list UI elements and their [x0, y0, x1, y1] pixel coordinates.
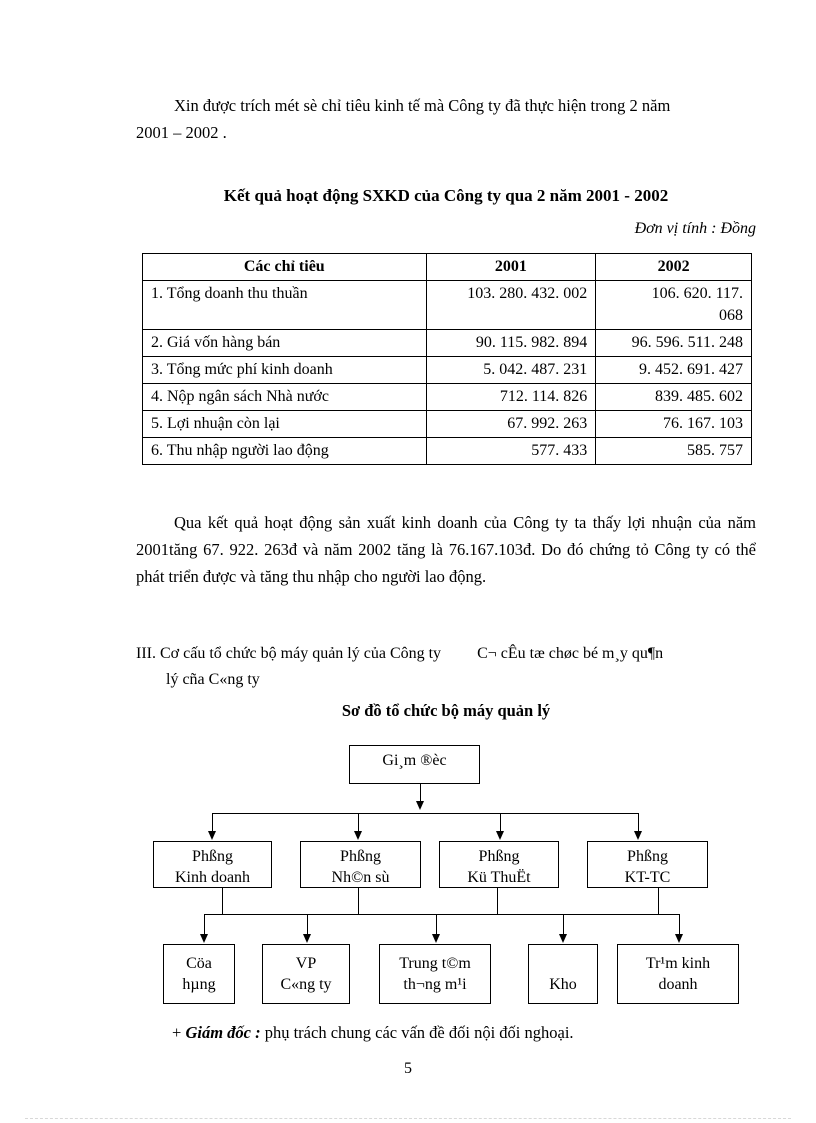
dept-box-nhan-su [300, 841, 421, 888]
unit-label-line-1: VP [295, 955, 317, 972]
header-2001: 2001 [426, 254, 596, 281]
director-note [172, 1020, 772, 1046]
dept-label-line-1: Phßng [478, 848, 520, 865]
arrow-icon [416, 801, 424, 810]
connector-line [658, 888, 659, 914]
row-value-2002: 9. 452. 691. 427 [596, 357, 752, 384]
unit-box-cua-hang [163, 944, 235, 1004]
connector-line [638, 813, 639, 832]
unit-label-line-1: Cöa [186, 955, 212, 972]
row-value-2001: 577. 433 [426, 438, 596, 465]
unit-label-line-2: doanh [658, 976, 698, 993]
unit-label-line-1: Tr¹m kinh [645, 955, 711, 972]
arrow-icon [354, 831, 362, 840]
dept-box-ky-thuat [439, 841, 559, 888]
unit-label: Đơn vị tính : Đồng [634, 220, 756, 237]
director-label: Gi¸m ®èc [382, 752, 447, 769]
analysis-paragraph: Qua kết quả hoạt động sản xuất kinh doanh của Công ty ta thấy lợi nhuận của năm 2001tăng 67. 922. 263đ và năm 2002 tăng là 76.167.103đ. Do đó chứng tỏ Công ty có thể phát triển được và tăng thu nhập cho người lao động. [136, 513, 756, 586]
row-label: 2. Giá vốn hàng bán [143, 330, 427, 357]
connector-line [212, 813, 639, 814]
dept-label-line-1: Phßng [340, 848, 381, 865]
intro-line-2: 2001 – 2002 . [136, 123, 227, 142]
dept-label-line-2: KT-TC [624, 869, 671, 886]
dept-label-line-2: Nh©n sù [331, 869, 390, 886]
table-title: Kết quả hoạt động SXKD của Công ty qua 2 năm 2001 - 2002 [223, 186, 669, 205]
unit-label-line-2: Kho [549, 976, 577, 993]
row-value-2001: 5. 042. 487. 231 [426, 357, 596, 384]
arrow-icon [303, 934, 311, 943]
section-title-garbled: C¬ cÊu tæ chøc bé m¸y qu¶n [477, 645, 664, 662]
unit-label-line-2: th¬ng m¹i [403, 976, 467, 993]
row-value-2002-part2: 068 [719, 307, 743, 324]
arrow-icon [496, 831, 504, 840]
dept-label-line-2: Kü ThuËt [467, 869, 531, 886]
connector-line [679, 914, 680, 935]
connector-line [436, 914, 437, 935]
header-2002: 2002 [596, 254, 752, 281]
row-label: 4. Nộp ngân sách Nhà nước [143, 384, 427, 411]
page-number: 5 [404, 1060, 412, 1077]
row-value-2002: 76. 167. 103 [596, 411, 752, 438]
connector-line [204, 914, 680, 915]
unit-box-tram-kinh-doanh [617, 944, 739, 1004]
note-label: Giám đốc : [185, 1023, 261, 1042]
unit-box-kho [528, 944, 598, 1004]
row-value-2001: 67. 992. 263 [426, 411, 596, 438]
row-label: 1. Tổng doanh thu thuần [143, 281, 427, 330]
row-value-2001: 90. 115. 982. 894 [426, 330, 596, 357]
row-label: 6. Thu nhập người lao động [143, 438, 427, 465]
dept-box-kt-tc [587, 841, 708, 888]
unit-label-line-2: C«ng ty [280, 976, 332, 993]
connector-line [222, 888, 223, 914]
section-number: III. [136, 645, 156, 662]
diagram-title: Sơ đồ tổ chức bộ máy quản lý [341, 701, 551, 720]
connector-line [563, 914, 564, 935]
dept-label-line-1: Phßng [627, 848, 668, 865]
note-text: phụ trách chung các vấn đề đối nội đối nghoại. [260, 1023, 574, 1042]
header-indicator: Các chỉ tiêu [143, 254, 427, 281]
arrow-icon [432, 934, 440, 943]
arrow-icon [634, 831, 642, 840]
section-title: Cơ cấu tổ chức bộ máy quản lý của Công ty [159, 645, 442, 662]
dept-label-line-1: Phßng [192, 848, 233, 865]
connector-line [307, 914, 308, 935]
connector-line [204, 914, 205, 935]
director-box [349, 745, 480, 784]
unit-label-line-1 [529, 953, 597, 974]
arrow-icon [208, 831, 216, 840]
connector-line [358, 888, 359, 914]
row-value-2002-part1: 106. 620. 117. [651, 285, 743, 302]
intro-line-1: Xin được trích mét sè chỉ tiêu kinh tế mà Công ty đã thực hiện trong 2 năm [174, 96, 671, 115]
unit-label-line-2: hµng [182, 976, 216, 993]
row-value-2001: 103. 280. 432. 002 [426, 281, 596, 330]
row-value-2002: 96. 596. 511. 248 [596, 330, 752, 357]
unit-label-line-1: Trung t©m [399, 955, 471, 972]
row-label: 3. Tổng mức phí kinh doanh [143, 357, 427, 384]
connector-line [497, 888, 498, 914]
row-value-2002: 839. 485. 602 [596, 384, 752, 411]
row-value-2002: 585. 757 [596, 438, 752, 465]
dept-label-line-2: Kinh doanh [174, 869, 251, 886]
arrow-icon [559, 934, 567, 943]
connector-line [500, 813, 501, 832]
arrow-icon [675, 934, 683, 943]
dept-box-kinh-doanh [153, 841, 272, 888]
unit-box-trung-tam [379, 944, 491, 1004]
section-heading-line-2: lý cña C«ng ty [166, 671, 260, 688]
arrow-icon [200, 934, 208, 943]
page-footer-divider [25, 1118, 791, 1119]
unit-box-vp-cong-ty [262, 944, 350, 1004]
note-prefix: + [172, 1023, 186, 1042]
row-label: 5. Lợi nhuận còn lại [143, 411, 427, 438]
connector-line [212, 813, 213, 832]
connector-line [358, 813, 359, 832]
row-value-2001: 712. 114. 826 [426, 384, 596, 411]
